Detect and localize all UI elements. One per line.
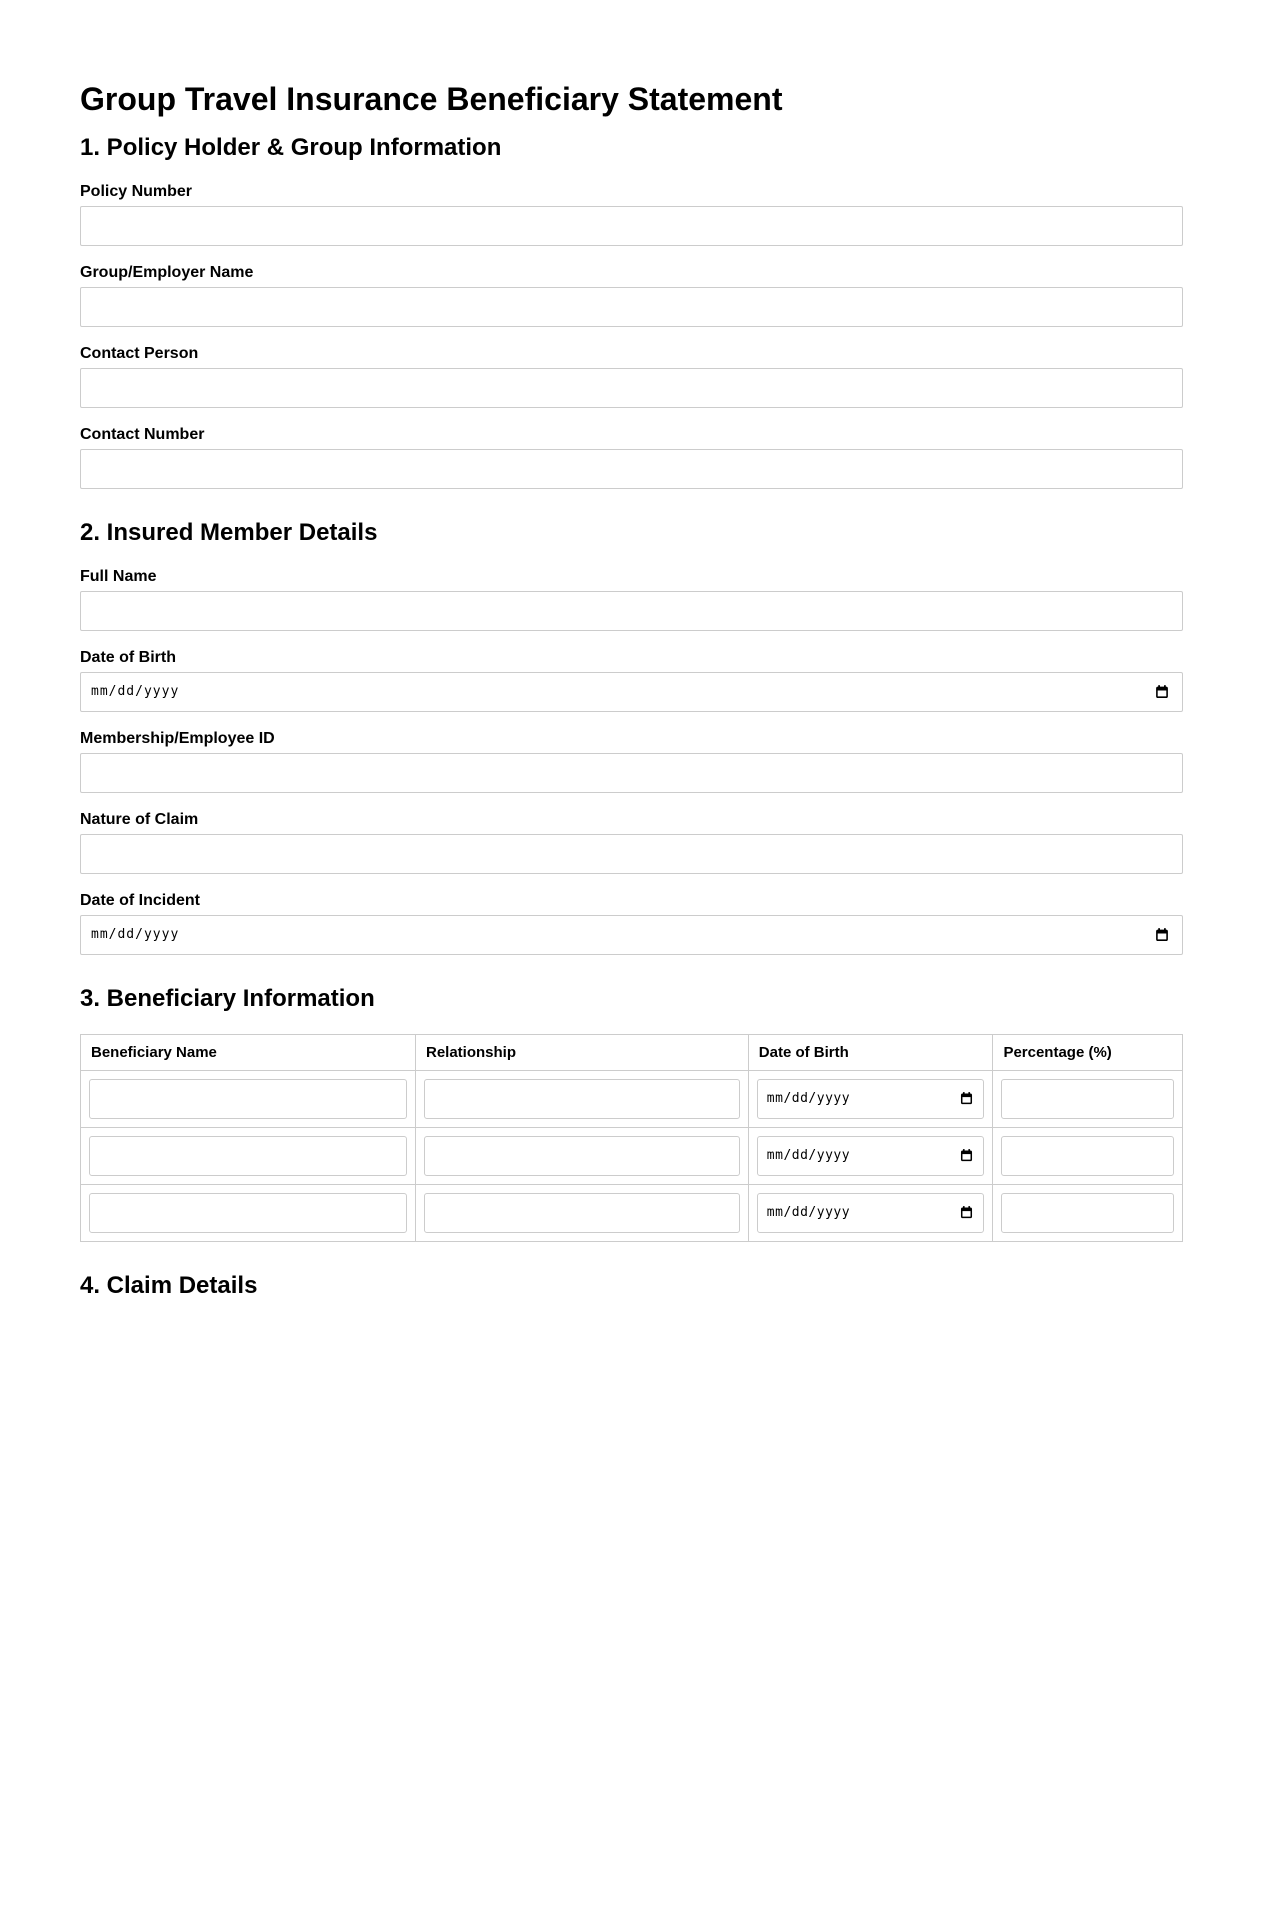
field-policy-number — [80, 183, 1183, 246]
field-contact-person — [80, 345, 1183, 408]
policy-number-input[interactable] — [80, 206, 1183, 246]
beneficiary-name-input-row3[interactable] — [89, 1193, 407, 1233]
contact-number-input[interactable] — [80, 449, 1183, 489]
col-header-relationship: Relationship — [416, 1034, 749, 1070]
date-of-birth-input[interactable] — [80, 672, 1183, 712]
contact-person-input[interactable] — [80, 368, 1183, 408]
col-header-beneficiary-name: Beneficiary Name — [81, 1034, 416, 1070]
col-header-date-of-birth: Date of Birth — [748, 1034, 993, 1070]
field-date-of-incident — [80, 892, 1183, 955]
beneficiary-dob-input-row2[interactable] — [757, 1136, 985, 1176]
beneficiary-dob-input-row3[interactable] — [757, 1193, 985, 1233]
date-of-birth-placeholder: mm/dd/yyyy — [91, 684, 180, 700]
beneficiary-row-3 — [81, 1184, 1183, 1241]
policy-number-label: Policy Number — [80, 183, 193, 201]
beneficiary-name-input-row1[interactable] — [89, 1079, 407, 1119]
field-date-of-birth — [80, 649, 1183, 712]
contact-person-label: Contact Person — [80, 345, 199, 363]
section-heading-policy-holder: 1. Policy Holder & Group Information — [80, 134, 502, 162]
field-membership-employee-id — [80, 730, 1183, 793]
beneficiary-dob-placeholder: mm/dd/yyyy — [766, 1091, 851, 1107]
nature-of-claim-input[interactable] — [80, 834, 1183, 874]
date-of-incident-input[interactable] — [80, 915, 1183, 955]
date-of-incident-label: Date of Incident — [80, 891, 201, 909]
nature-of-claim-label: Nature of Claim — [80, 810, 199, 828]
beneficiary-table-header-row — [81, 1034, 1183, 1070]
section-heading-beneficiary: 3. Beneficiary Information — [80, 984, 375, 1012]
beneficiary-table — [80, 1034, 1183, 1242]
percentage-input-row3[interactable] — [1001, 1193, 1174, 1233]
date-of-incident-placeholder: mm/dd/yyyy — [91, 927, 180, 943]
relationship-input-row2[interactable] — [424, 1136, 740, 1176]
calendar-icon[interactable] — [959, 1205, 974, 1220]
page-title: Group Travel Insurance Beneficiary Statement — [80, 81, 783, 117]
field-nature-of-claim — [80, 811, 1183, 874]
relationship-input-row1[interactable] — [424, 1079, 740, 1119]
calendar-icon[interactable] — [1154, 684, 1170, 700]
beneficiary-name-input-row2[interactable] — [89, 1136, 407, 1176]
col-header-percentage: Percentage (%) — [993, 1034, 1183, 1070]
beneficiary-row-2 — [81, 1127, 1183, 1184]
section-heading-claim-details: 4. Claim Details — [80, 1271, 258, 1299]
group-employer-name-input[interactable] — [80, 287, 1183, 327]
calendar-icon[interactable] — [1154, 927, 1170, 943]
beneficiary-dob-input-row1[interactable] — [757, 1079, 985, 1119]
group-employer-name-label: Group/Employer Name — [80, 264, 254, 282]
full-name-input[interactable] — [80, 591, 1183, 631]
beneficiary-dob-placeholder: mm/dd/yyyy — [766, 1148, 851, 1164]
field-contact-number — [80, 426, 1183, 489]
percentage-input-row1[interactable] — [1001, 1079, 1174, 1119]
field-full-name — [80, 568, 1183, 631]
full-name-label: Full Name — [80, 567, 157, 585]
relationship-input-row3[interactable] — [424, 1193, 740, 1233]
contact-number-label: Contact Number — [80, 426, 205, 444]
calendar-icon[interactable] — [959, 1148, 974, 1163]
field-group-employer-name — [80, 264, 1183, 327]
percentage-input-row2[interactable] — [1001, 1136, 1174, 1176]
membership-employee-id-input[interactable] — [80, 753, 1183, 793]
membership-employee-id-label: Membership/Employee ID — [80, 729, 275, 747]
section-heading-insured-member: 2. Insured Member Details — [80, 519, 378, 547]
calendar-icon[interactable] — [959, 1091, 974, 1106]
beneficiary-dob-placeholder: mm/dd/yyyy — [766, 1205, 851, 1221]
beneficiary-row-1 — [81, 1070, 1183, 1127]
date-of-birth-label: Date of Birth — [80, 648, 176, 666]
